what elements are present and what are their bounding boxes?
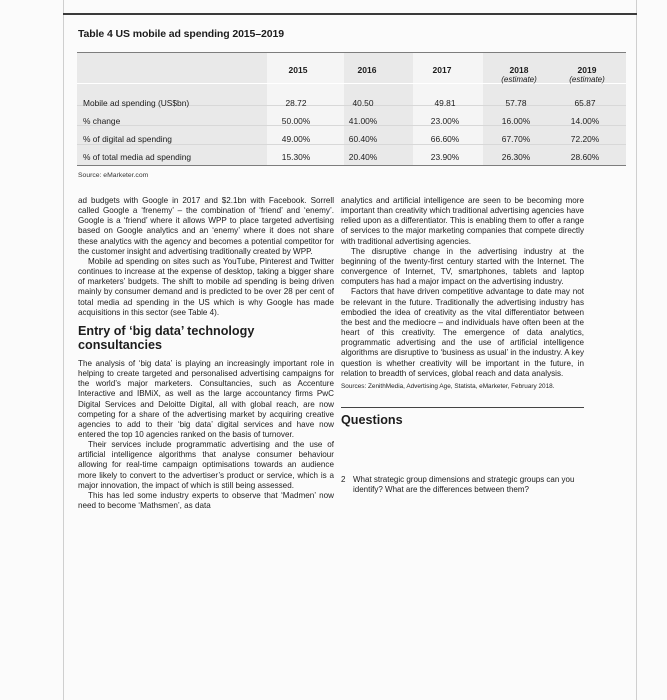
- paragraph: Mobile ad spending on sites such as YouTube, Pinterest and Twitter continues to increase at the expense of desktop, taking a bigger share of marketers’ budgets. The shift to mobile ad spending is being driven mainly by consumer demand and is predicted to be over 28 per cent of total media ad spending in the US which is why Google has made acquisitions in this sector (see Table 4).: [78, 256, 334, 317]
- table-cell: 16.00%: [501, 116, 531, 126]
- column-header: 2016: [357, 65, 377, 75]
- table-source: Source: eMarketer.com: [78, 172, 149, 179]
- question-number: 2: [341, 474, 346, 484]
- sources-note: Sources: ZenithMedia, Advertising Age, Statista, eMarketer, February 2018.: [341, 382, 555, 390]
- column-header: 2015: [288, 65, 308, 75]
- table-cell: 67.70%: [501, 134, 531, 144]
- question-text: What strategic group dimensions and strategic groups can you identify? What are the differences between them?: [353, 474, 575, 494]
- column-header-note: (estimate): [569, 75, 605, 84]
- table-cell: 23.90%: [430, 152, 460, 162]
- row-label: % of digital ad spending: [83, 134, 172, 144]
- paragraph: This has led some industry experts to observe that ‘Madmen’ now need to become ‘Mathsmen’, as data: [78, 490, 334, 511]
- table-row-divider: [77, 144, 626, 145]
- column-header-year: 2019: [577, 65, 597, 75]
- row-label: Mobile ad spending (US$bn): [83, 98, 190, 108]
- paragraph: The analysis of ‘big data’ is playing an increasingly important role in helping to create targeted and personalised advertising campaigns for the world’s major marketers. Consultancies, such as Accenture Interactive and IBMiX, as well as the large accountancy firms PwC Digital Services and Deloitte Digital, all with global reach, are now competing for a share of the advertising market by acquiring creative agencies to add to their ‘big data’ digital services and have now entered the top 10 agencies ranked on the basis of turnover.: [78, 358, 334, 439]
- right-column: [341, 196, 584, 495]
- column-header-year: 2018: [509, 65, 529, 75]
- table-cell: 49.00%: [281, 134, 311, 144]
- table-cell: 23.00%: [430, 116, 460, 126]
- left-column: [78, 196, 334, 511]
- column-header-note: (estimate): [501, 75, 537, 84]
- top-rule: [63, 13, 637, 15]
- paragraph: Their services include programmatic advertising and the use of artificial intelligence algorithms that analyse consumer behaviour allowing for real-time campaign optimisations towards an audience more likely to convert to the advertiser’s product or service, which is a major innovation, the impact of which is still being assessed.: [78, 440, 334, 490]
- page-margin-line-left: [63, 0, 64, 700]
- table-cell: 41.00%: [348, 116, 378, 126]
- table-cell: 28.72: [285, 98, 307, 108]
- table-cell: 40.50: [352, 98, 374, 108]
- page-margin-line-right: [636, 0, 637, 700]
- table-cell: 20.40%: [348, 152, 378, 162]
- table-cell: 28.60%: [570, 152, 600, 162]
- table-cell: 50.00%: [281, 116, 311, 126]
- questions-divider: [341, 407, 584, 408]
- table-title: Table 4 US mobile ad spending 2015–2019: [78, 28, 284, 40]
- table-cell: 26.30%: [501, 152, 531, 162]
- table-cell: 49.81: [434, 98, 456, 108]
- table-cell: 65.87: [574, 98, 596, 108]
- row-label: % change: [83, 116, 121, 126]
- table-cell: 57.78: [505, 98, 527, 108]
- paragraph: The disruptive change in the advertising industry at the beginning of the twenty-first century started with the Internet. The convergence of Internet, TV, smartphones, tablets and laptop computers has had a major impact on the advertising industry.: [341, 246, 584, 287]
- paragraph: analytics and artificial intelligence are seen to be becoming more important than creativity which traditional advertising agencies have relied upon as a differentiator. This is enabling them to offer a range of services to the major marketing companies that compete directly with traditional advertising agencies.: [341, 196, 584, 246]
- table-cell: 15.30%: [281, 152, 311, 162]
- column-header: 2017: [432, 65, 452, 75]
- table-cell: 60.40%: [348, 134, 378, 144]
- data-table: [77, 52, 626, 166]
- table-cell: 66.60%: [430, 134, 460, 144]
- paragraph: Factors that have driven competitive advantage to date may not be relevant in the future. Traditionally the advertising industry has embodied the idea of creativity as the vital differentiator between the best and the mediocre – and individuals have often been at the heart of this creativity. The emergence of data analytics, programmatic advertising and the use of artificial intelligence algorithms are disruptive to ‘business as usual’ in the industry. A key question is whether creativity will be important in the future, in relation to breadth of services, global reach and data analysis.: [341, 287, 584, 378]
- section-heading: Entry of ‘big data’ technology consultancies: [78, 323, 255, 353]
- table-cell: 72.20%: [570, 134, 600, 144]
- column-header: [552, 65, 622, 84]
- question-item: [341, 475, 584, 495]
- paragraph: ad budgets with Google in 2017 and $2.1bn with Facebook. Sorrell called Google a ‘frenemy’ – the combination of ‘friend’ and ‘enemy’. Google is a ‘friend’ where it allows WPP to place targeted advertising based on Google analytics and an ‘enemy’ where it does not share these analytics with the agency and becomes a potential competitor for the customer insight and advertising traditionally created by WPP.: [78, 196, 334, 256]
- column-header: [484, 65, 554, 84]
- row-label: % of total media ad spending: [83, 152, 192, 162]
- table-cell: 14.00%: [570, 116, 600, 126]
- questions-heading: Questions: [341, 412, 403, 427]
